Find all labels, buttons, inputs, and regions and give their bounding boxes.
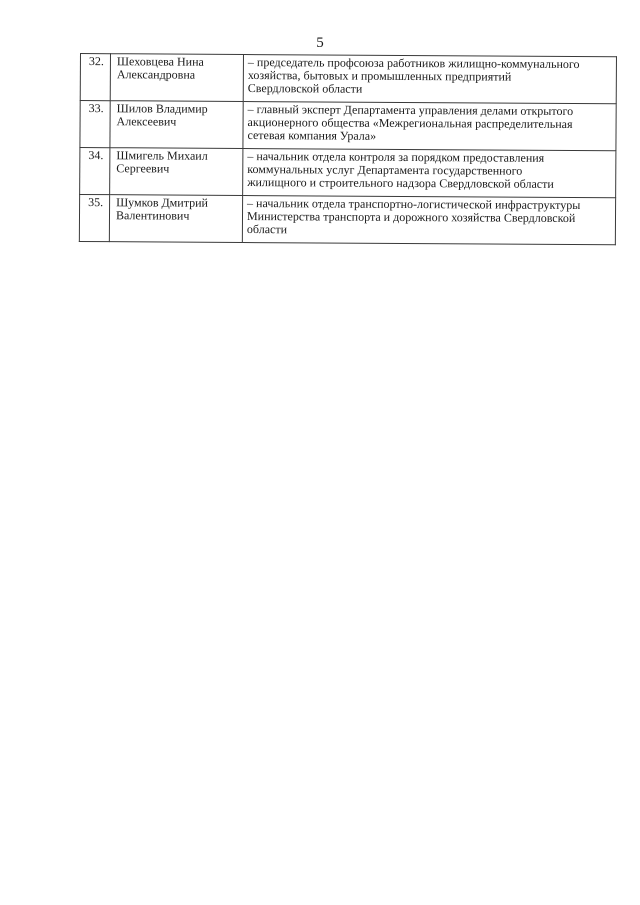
member-position-line: хозяйства, бытовых и промышленных предприятий <box>247 68 512 84</box>
members-table <box>79 53 617 245</box>
member-name-line: Сергеевич <box>116 161 170 176</box>
member-position-line: – главный эксперт Департамента управления делами открытого <box>247 102 574 119</box>
row-number: 33. <box>80 101 110 148</box>
table-row <box>80 148 616 198</box>
member-position <box>243 54 616 103</box>
row-number: 35. <box>79 195 109 242</box>
member-position <box>243 148 616 197</box>
row-number: 34. <box>80 148 110 195</box>
member-name-line: Александровна <box>116 67 196 82</box>
member-position-line: – начальник отдела транспортно-логистической инфраструктуры <box>247 196 581 213</box>
member-position <box>242 195 615 244</box>
member-name-line: Шумков Дмитрий <box>116 195 209 210</box>
member-position-line: – начальник отдела контроля за порядком предоставления <box>247 149 545 165</box>
member-name-line: Шеховцева Нина <box>116 54 204 69</box>
member-position-line: – председатель профсоюза работников жилищно-коммунального <box>247 55 580 72</box>
member-name <box>110 148 243 196</box>
member-position-line: области <box>246 222 288 237</box>
member-position-line: сетевая компания Урала» <box>247 128 377 143</box>
member-name <box>110 101 243 149</box>
table-row <box>79 195 615 245</box>
member-name <box>110 54 243 102</box>
member-name-line: Шмигель Михаил <box>116 148 208 163</box>
member-position <box>243 101 616 150</box>
member-position-line: акционерного общества «Межрегиональная распределительная <box>247 115 573 132</box>
member-name <box>109 195 242 243</box>
member-position-line: Министерства транспорта и дорожного хозяйства Свердловской <box>246 209 576 226</box>
member-name-line: Алексеевич <box>116 114 177 129</box>
table-row <box>80 54 616 104</box>
row-number: 32. <box>80 54 110 101</box>
member-name-line: Валентинович <box>115 208 190 223</box>
table-row <box>80 101 616 151</box>
member-name-line: Шилов Владимир <box>116 101 208 116</box>
member-position-line: коммунальных услуг Департамента государственного <box>247 162 523 178</box>
page-number: 5 <box>316 35 324 51</box>
member-position-line: жилищного и строительного надзора Свердловской области <box>247 175 554 191</box>
member-position-line: Свердловской области <box>247 81 363 96</box>
